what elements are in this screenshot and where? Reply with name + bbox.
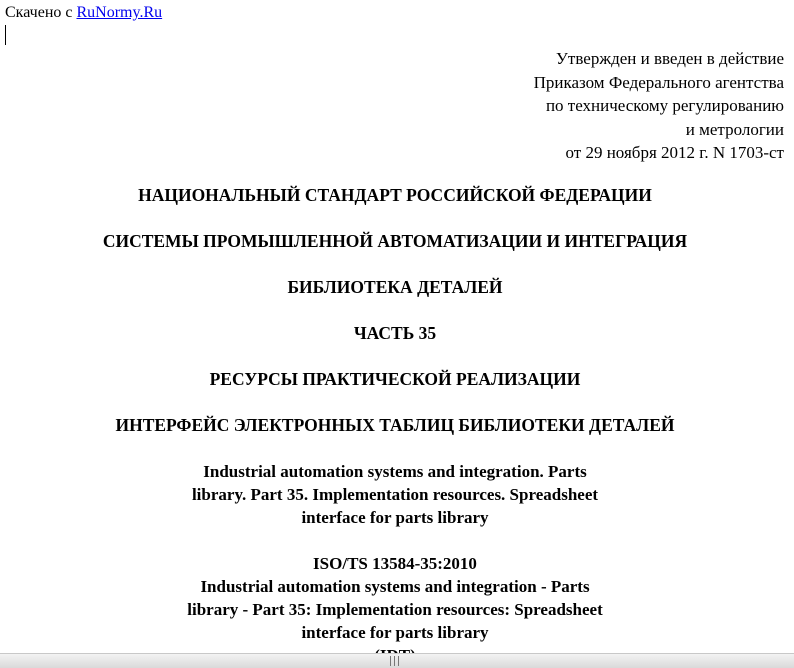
bottom-status-bar bbox=[0, 653, 794, 668]
approval-block bbox=[534, 47, 784, 165]
iso-title-line: Industrial automation systems and integration - Parts bbox=[200, 577, 590, 596]
part-title: ЧАСТЬ 35 bbox=[353, 323, 437, 343]
interface-title: ИНТЕРФЕЙС ЭЛЕКТРОННЫХ ТАБЛИЦ БИБЛИОТЕКИ ДЕТАЛЕЙ bbox=[115, 415, 675, 435]
approval-line: и метрологии bbox=[685, 119, 784, 139]
source-prefix: Скачено с bbox=[5, 4, 77, 21]
runormy-link[interactable]: RuNormy.Ru bbox=[76, 4, 163, 21]
source-line bbox=[5, 3, 162, 22]
english-title-line: Industrial automation systems and integration. Parts bbox=[203, 462, 587, 481]
approval-line: от 29 ноября 2012 г. N 1703-ст bbox=[565, 143, 784, 162]
text-caret bbox=[5, 25, 6, 45]
approval-line: Утвержден и введен в действие bbox=[555, 49, 784, 68]
systems-title: СИСТЕМЫ ПРОМЫШЛЕННОЙ АВТОМАТИЗАЦИИ И ИНТЕГРАЦИЯ bbox=[102, 231, 688, 251]
english-title-block bbox=[0, 460, 790, 529]
iso-title-line: library - Part 35: Implementation resources: Spreadsheet bbox=[187, 600, 603, 619]
library-title: БИБЛИОТЕКА ДЕТАЛЕЙ bbox=[287, 277, 503, 297]
approval-line: по техническому регулированию bbox=[545, 96, 784, 115]
iso-title-line: interface for parts library bbox=[301, 623, 489, 642]
resize-grip-icon[interactable] bbox=[390, 656, 404, 666]
english-title-line: interface for parts library bbox=[301, 508, 489, 527]
iso-block bbox=[0, 552, 790, 667]
english-title-line: library. Part 35. Implementation resources. Spreadsheet bbox=[191, 485, 599, 504]
iso-designation: ISO/TS 13584-35:2010 bbox=[313, 554, 477, 573]
approval-line: Приказом Федерального агентства bbox=[533, 72, 784, 92]
national-standard-title: НАЦИОНАЛЬНЫЙ СТАНДАРТ РОССИЙСКОЙ ФЕДЕРАЦИИ bbox=[138, 185, 652, 205]
resources-title: РЕСУРСЫ ПРАКТИЧЕСКОЙ РЕАЛИЗАЦИИ bbox=[209, 369, 581, 389]
